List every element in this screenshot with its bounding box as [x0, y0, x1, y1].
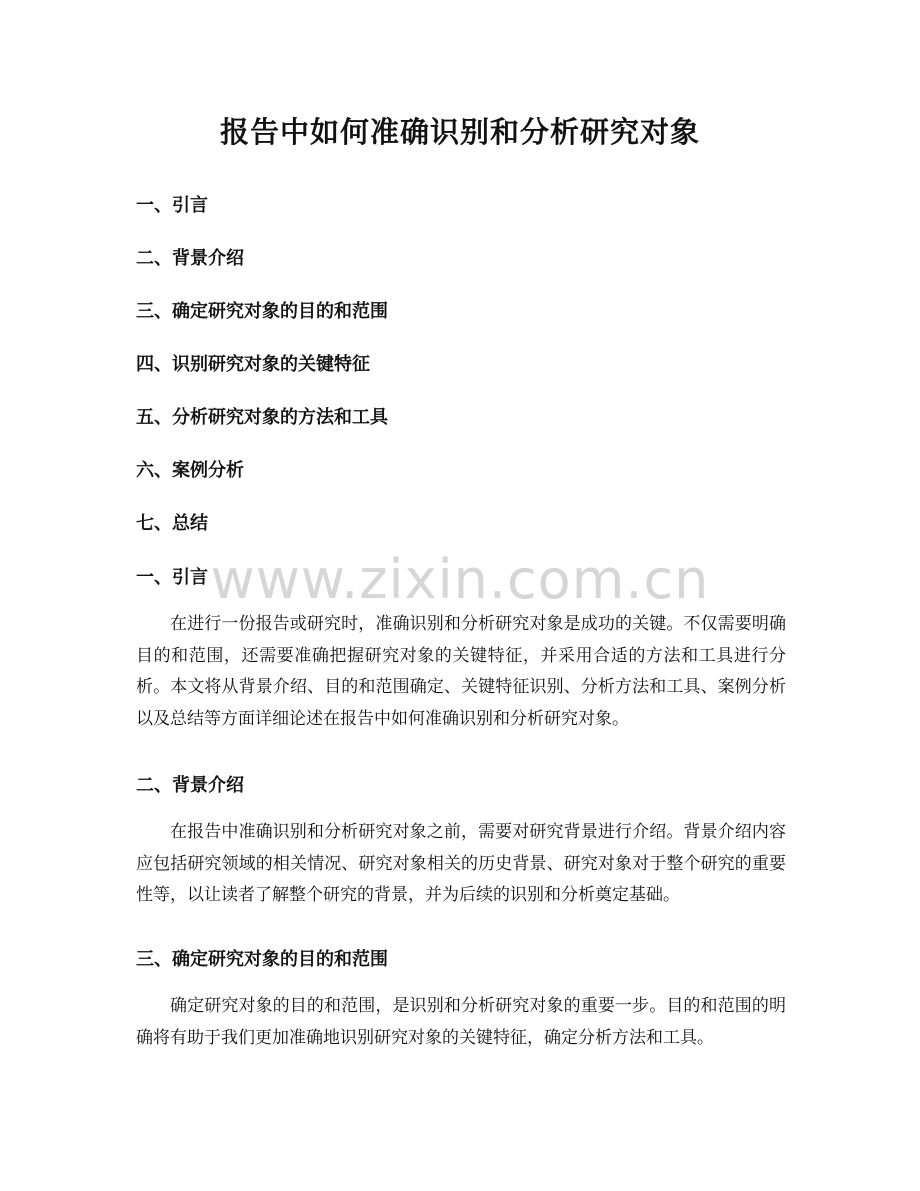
- document-title: 报告中如何准确识别和分析研究对象: [219, 115, 700, 149]
- toc-item-case-study: 六、案例分析: [136, 460, 244, 481]
- section-heading-purpose-scope: 三、确定研究对象的目的和范围: [136, 949, 388, 970]
- toc-item-background: 二、背景介绍: [136, 248, 244, 269]
- section-body-intro: 在进行一份报告或研究时，准确识别和分析研究对象是成功的关键。不仅需要明确目的和范围，还需要准确把握研究对象的关键特征，并采用合适的方法和工具进行分析。本文将从背景介绍、目的和范围确定、关键特征识别、分析方法和工具、案例分析以及总结等方面详细论述在报告中如何准确识别和分析研究对象。: [136, 614, 786, 729]
- section-heading-intro: 一、引言: [136, 567, 208, 588]
- section-heading-background: 二、背景介绍: [136, 775, 244, 796]
- section-body-background: 在报告中准确识别和分析研究对象之前，需要对研究背景进行介绍。背景介绍内容应包括研究领域的相关情况、研究对象相关的历史背景、研究对象对于整个研究的重要性等，以让读者了解整个研究的背景，并为后续的识别和分析奠定基础。: [136, 822, 786, 905]
- toc-item-purpose-scope: 三、确定研究对象的目的和范围: [136, 301, 388, 322]
- section-body-purpose-scope: 确定研究对象的目的和范围，是识别和分析研究对象的重要一步。目的和范围的明确将有助于我们更加准确地识别研究对象的关键特征，确定分析方法和工具。: [136, 996, 786, 1048]
- toc-item-intro: 一、引言: [136, 195, 208, 216]
- toc-item-methods-tools: 五、分析研究对象的方法和工具: [136, 407, 388, 428]
- toc-item-summary: 七、总结: [136, 513, 208, 534]
- watermark: www.zixin.com.cn: [210, 548, 710, 611]
- toc-item-key-features: 四、识别研究对象的关键特征: [136, 354, 370, 375]
